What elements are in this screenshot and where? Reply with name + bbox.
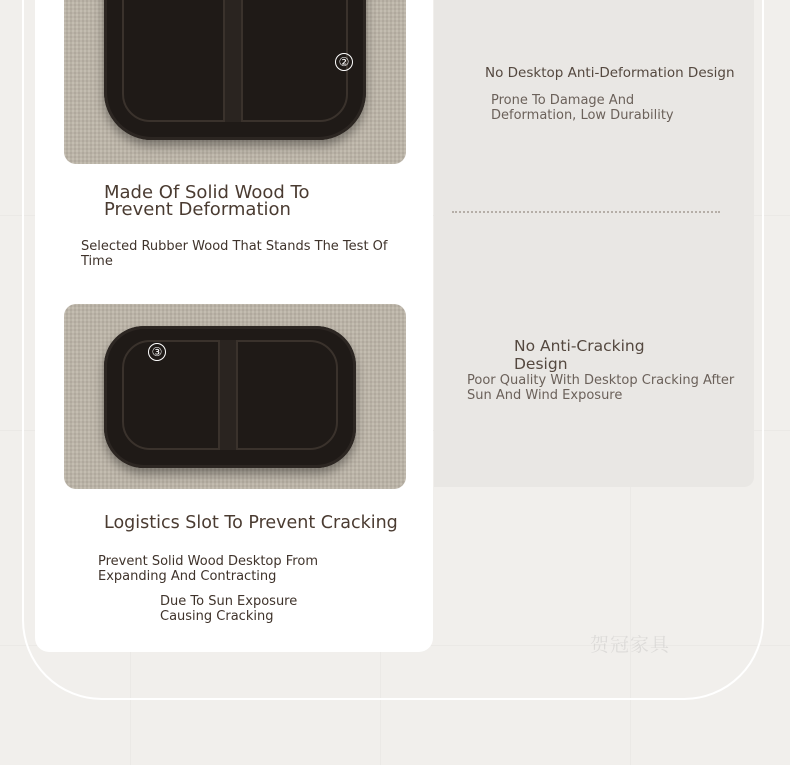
product-photo-bottom	[64, 304, 406, 489]
comparison-subtitle: Poor Quality With Desktop Cracking After Sun And Wind Exposure	[467, 373, 735, 403]
circled-number-icon: ③	[148, 343, 166, 361]
circled-number-icon: ②	[335, 53, 353, 71]
tray-image	[104, 326, 356, 468]
feature-subtitle: Selected Rubber Wood That Stands The Test Of Time	[81, 239, 388, 269]
feature-subtitle: Prevent Solid Wood Desktop From Expanding And Contracting	[98, 554, 318, 584]
product-photo-top	[64, 0, 406, 164]
watermark: 贺冠家具	[590, 634, 671, 656]
feature-title: Made Of Solid Wood To Prevent Deformation	[104, 182, 310, 220]
tray-image	[104, 0, 366, 140]
comparison-title: No Desktop Anti-Deformation Design	[485, 65, 735, 81]
divider-line	[452, 211, 720, 213]
comparison-title: No Anti-Cracking Design	[514, 337, 645, 373]
comparison-subtitle: Prone To Damage And Deformation, Low Durability	[491, 93, 674, 123]
feature-subtitle: Due To Sun Exposure Causing Cracking	[160, 594, 298, 624]
feature-title: Logistics Slot To Prevent Cracking	[104, 513, 398, 533]
